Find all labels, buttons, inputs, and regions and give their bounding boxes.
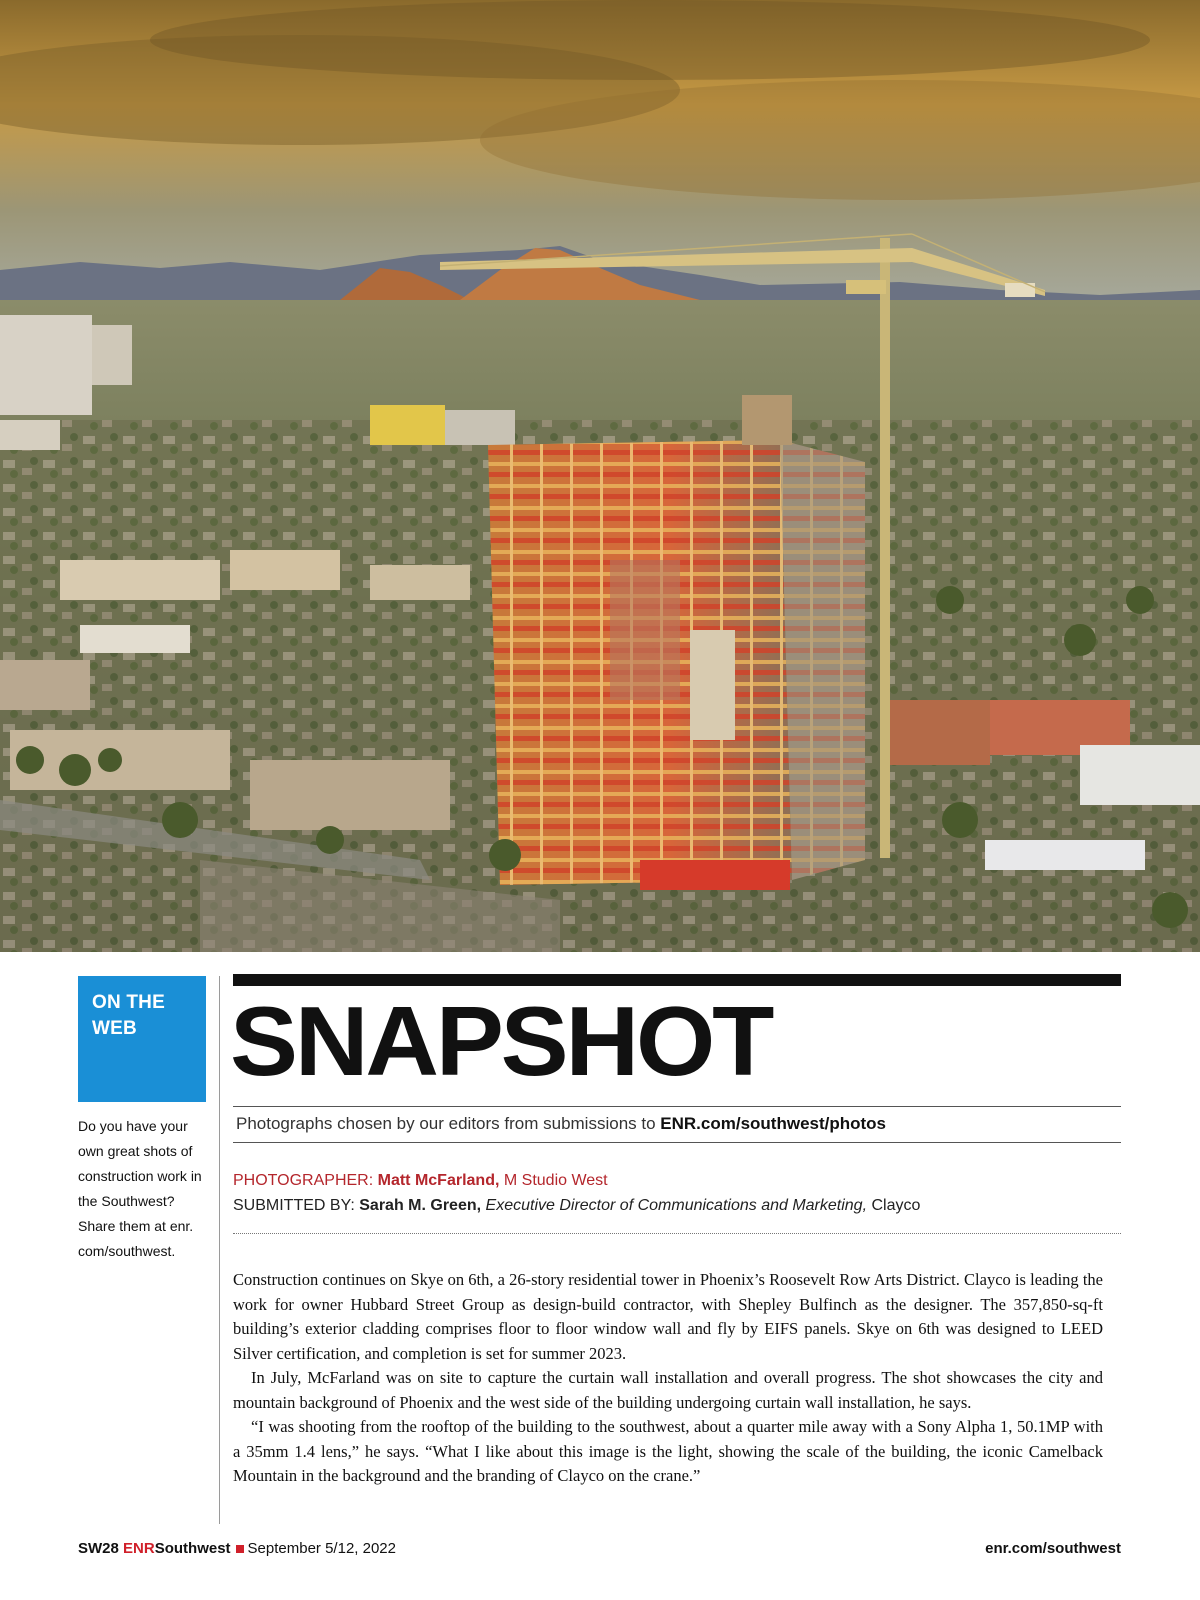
title-top-bar: [233, 974, 1121, 986]
separator-square-icon: [236, 1545, 244, 1553]
subtitle-url-link[interactable]: ENR.com/southwest/photos: [660, 1114, 887, 1133]
photographer-company: M Studio West: [503, 1172, 608, 1189]
article-body: [233, 1268, 1103, 1489]
photographer-label: PHOTOGRAPHER:: [233, 1172, 374, 1189]
brand-southwest: Southwest: [154, 1540, 231, 1557]
on-the-web-line1: ON THE: [92, 992, 165, 1013]
article-paragraph-3: “I was shooting from the rooftop of the building to the southwest, about a quarter mile away with a Sony Alpha 1, 50.1MP with a 35mm 1.4 lens,” he says. “What I like about this image is the light, showing the scale of the building, the iconic Camelback Mountain in the background and the branding of Clayco on the crane.”: [233, 1417, 1103, 1485]
submitter-company: Clayco: [871, 1197, 921, 1214]
dotted-divider: [233, 1233, 1121, 1234]
photographer-credit: [233, 1172, 608, 1190]
page-number: SW28: [78, 1540, 119, 1557]
page-title: SNAPSHOT: [230, 986, 772, 1096]
subtitle-rule-bottom: [233, 1142, 1121, 1143]
on-the-web-line2: WEB: [92, 1018, 137, 1039]
submitter-role: Executive Director of Communications and Marketing,: [485, 1197, 868, 1214]
article-paragraph-1: Construction continues on Skye on 6th, a 26-story residential tower in Phoenix’s Roosevelt Row Arts District. Clayco is leading the work for owner Hubbard Street Group as design-build contractor, with Shepley Bulfinch as the designer. The 357,850-sq-ft building’s exterior cladding comprises floor to floor window wall and fly by EIFS panels. Skye on 6th was designed to LEED Silver certification, and completion is set for summer 2023.: [233, 1270, 1103, 1363]
footer-url-link[interactable]: enr.com/southwest: [985, 1540, 1121, 1557]
submitter-name: Sarah M. Green,: [359, 1197, 482, 1214]
article-paragraph-2: In July, McFarland was on site to capture the curtain wall installation and overall progress. The shot showcases the city and mountain background of Phoenix and the west side of the building undergoing curtain wall installation, he says.: [233, 1368, 1103, 1412]
page-footer: [78, 1540, 396, 1557]
sidebar-description: Do you have your own great shots of construction work in the Southwest? Share them at enr. com/southwest.: [78, 1118, 202, 1259]
submitter-credit: [233, 1197, 920, 1215]
issue-date: September 5/12, 2022: [247, 1540, 396, 1557]
brand-enr: ENR: [123, 1540, 155, 1557]
subtitle-text: Photographs chosen by our editors from submissions to: [236, 1114, 661, 1133]
column-divider: [219, 976, 220, 1524]
on-the-web-label: [92, 990, 165, 1042]
subtitle-rule-top: [233, 1106, 1121, 1107]
submitted-label: SUBMITTED BY:: [233, 1197, 355, 1214]
subtitle: [236, 1114, 886, 1134]
photographer-name: Matt McFarland,: [377, 1172, 500, 1189]
on-the-web-box[interactable]: [78, 976, 206, 1102]
